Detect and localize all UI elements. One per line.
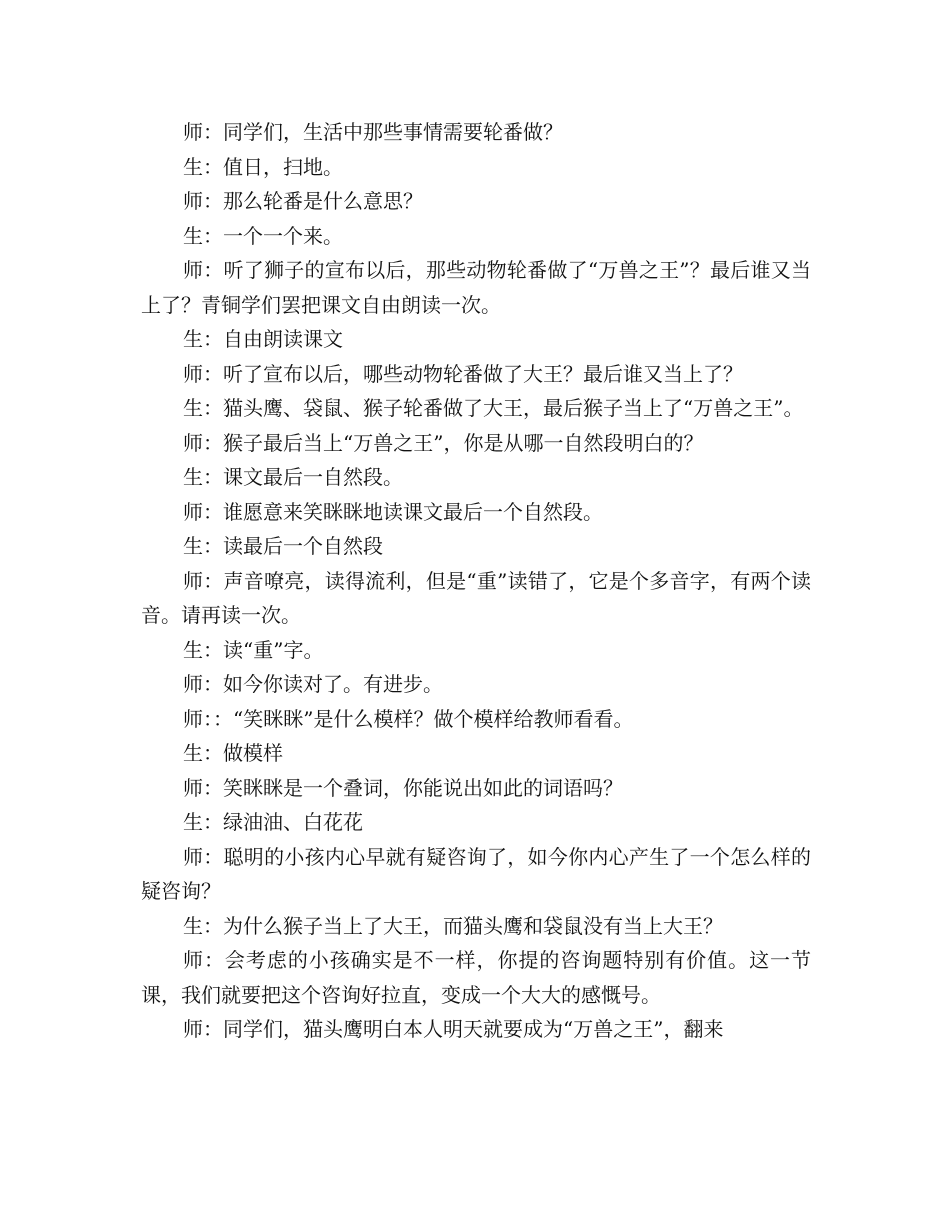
- paragraph-9: 师：猴子最后当上“万兽之王”，你是从哪一自然段明白的？: [183, 430, 704, 455]
- document-body: [141, 115, 811, 1047]
- paragraph-2: 生：值日，扫地。: [183, 154, 343, 179]
- paragraph-7: 师：听了宣布以后，哪些动物轮番做了大王？最后谁又当上了？: [183, 361, 743, 386]
- paragraph-10: 生：课文最后一自然段。: [183, 465, 403, 489]
- paragraph-16: 师：：“笑眯眯”是什么模样？做个模样给教师看看。: [183, 706, 634, 731]
- paragraph-8: 生：猫头鹰、袋鼠、猴子轮番做了大王，最后猴子当上了“万兽之王”。: [183, 396, 804, 420]
- paragraph-21: 生：为什么猴子当上了大王，而猫头鹰和袋鼠没有当上大王？: [183, 913, 723, 938]
- paragraph-20: 师：聪明的小孩内心早就有疑咨询了，如今你内心产生了一个怎么样的疑咨询？: [141, 844, 811, 903]
- paragraph-18: 师：笑眯眯是一个叠词，你能说出如此的词语吗？: [183, 775, 623, 800]
- paragraph-22: 师：会考虑的小孩确实是不一样，你提的咨询题特别有价值。这一节课，我们就要把这个咨询好拉直，变成一个大大的感慨号。: [141, 948, 811, 1007]
- paragraph-12: 生：读最后一个自然段: [183, 534, 383, 558]
- paragraph-6: 生：自由朗读课文: [183, 327, 343, 351]
- paragraph-11: 师：谁愿意来笑眯眯地读课文最后一个自然段。: [183, 499, 603, 524]
- paragraph-13: 师：声音嘹亮，读得流利，但是“重”读错了，它是个多音字，有两个读音。请再读一次。: [141, 568, 811, 627]
- paragraph-4: 生：一个一个来。: [183, 223, 343, 248]
- paragraph-15: 师：如今你读对了。有进步。: [183, 672, 443, 696]
- paragraph-23: 师：同学们，猫头鹰明白本人明天就要成为“万兽之王”，翻来: [183, 1017, 724, 1041]
- paragraph-19: 生：绿油油、白花花: [183, 810, 363, 834]
- paragraph-1: 师：同学们，生活中那些事情需要轮番做？: [183, 120, 563, 144]
- paragraph-5: 师：听了狮子的宣布以后，那些动物轮番做了“万兽之王”？最后谁又当上了？青铜学们罢把课文自由朗读一次。: [141, 258, 811, 317]
- paragraph-14: 生：读“重”字。: [183, 637, 324, 662]
- paragraph-3: 师：那么轮番是什么意思？: [183, 189, 423, 213]
- paragraph-17: 生：做模样: [183, 741, 283, 765]
